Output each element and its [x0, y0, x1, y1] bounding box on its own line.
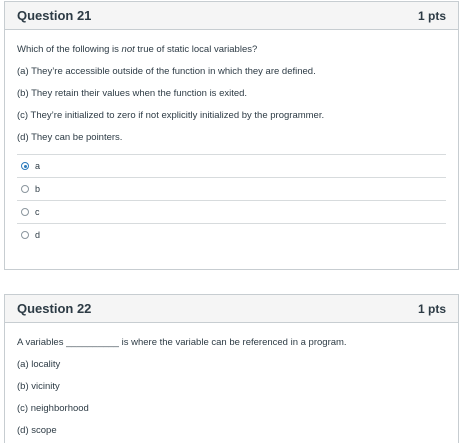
- answer-option-d[interactable]: [17, 223, 446, 246]
- question-prompt: [17, 44, 446, 56]
- radio-icon[interactable]: [21, 185, 29, 193]
- prompt-text-end: is where the variable can be referenced in a program.: [121, 337, 347, 348]
- prompt-text-start: Which of the following is: [17, 44, 122, 55]
- prompt-text-end: true of static local variables?: [134, 44, 258, 55]
- choice-text-d: (d) scope: [17, 425, 57, 436]
- answer-option-a[interactable]: [17, 154, 446, 177]
- question-22-card: [4, 294, 459, 443]
- question-points: 1 pts: [417, 301, 446, 316]
- question-title: Question 22: [17, 301, 92, 316]
- choice-text-c: (c) They’re initialized to zero if not explicitly initialized by the programmer.: [17, 110, 325, 121]
- answer-options: [17, 154, 446, 246]
- radio-selected-icon[interactable]: [21, 162, 29, 170]
- prompt-emphasis: not: [121, 44, 135, 55]
- answer-label: a: [35, 161, 41, 171]
- question-21-header: [5, 2, 458, 30]
- choice-text-c: (c) neighborhood: [17, 403, 89, 414]
- choice-text-a: (a) locality: [17, 359, 61, 370]
- prompt-text-start: A variables: [17, 337, 64, 348]
- answer-option-b[interactable]: [17, 177, 446, 200]
- answer-label: b: [35, 184, 41, 194]
- answer-label: d: [35, 230, 41, 240]
- question-points: 1 pts: [417, 8, 446, 23]
- choice-text-b: (b) vicinity: [17, 381, 60, 392]
- answer-label: c: [35, 207, 40, 217]
- question-22-header: [5, 295, 458, 323]
- fill-in-blank: __________: [66, 337, 119, 348]
- question-21-card: [4, 1, 459, 270]
- question-21-body: [5, 30, 458, 246]
- choice-text-d: (d) They can be pointers.: [17, 132, 123, 143]
- radio-icon[interactable]: [21, 208, 29, 216]
- choice-text-b: (b) They retain their values when the function is exited.: [17, 88, 248, 99]
- radio-icon[interactable]: [21, 231, 29, 239]
- choice-text-a: (a) They’re accessible outside of the function in which they are defined.: [17, 66, 316, 77]
- answer-option-c[interactable]: [17, 200, 446, 223]
- question-title: Question 21: [17, 8, 92, 23]
- question-22-body: [5, 323, 458, 437]
- question-prompt: [17, 337, 446, 349]
